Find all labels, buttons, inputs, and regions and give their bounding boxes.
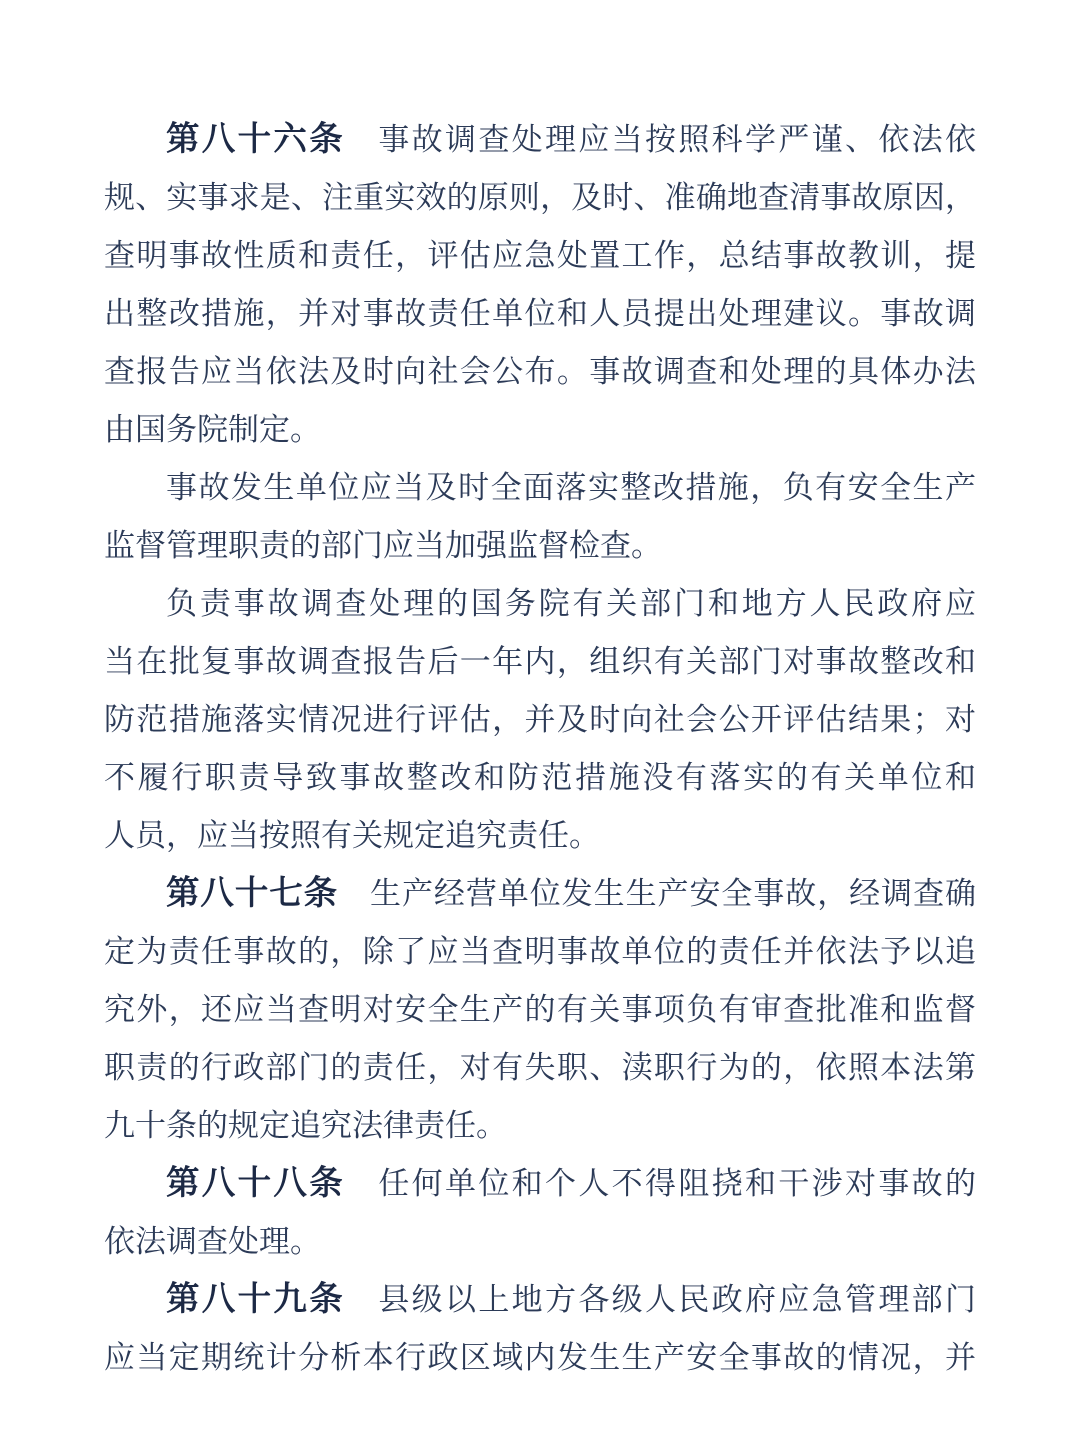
- line-text: 九十条的规定追究法律责任。: [104, 1108, 507, 1144]
- line-text: 负责事故调查处理的国务院有关部门和地方人民政府应: [166, 586, 976, 622]
- line-text: 由国务院制定。: [104, 412, 321, 448]
- line-text: 不履行职责导致事故整改和防范措施没有落实的有关单位和: [104, 760, 976, 796]
- article-86-paragraph-3: [104, 575, 976, 865]
- line-text: 查明事故性质和责任，评估应急处置工作，总结事故教训，提: [104, 238, 976, 274]
- article-86-paragraph-1: [104, 111, 976, 459]
- line-text: 当在批复事故调查报告后一年内，组织有关部门对事故整改和: [104, 644, 976, 680]
- text-line: [104, 575, 976, 633]
- article-number: 第八十九条: [166, 1281, 346, 1318]
- text-line: [104, 1271, 976, 1329]
- text-line: [104, 1039, 976, 1097]
- text-line: [104, 1329, 976, 1387]
- line-text: 事故调查处理应当按照科学严谨、依法依: [345, 122, 977, 158]
- text-line: [104, 343, 976, 401]
- line-text: 究外，还应当查明对安全生产的有关事项负有审查批准和监督: [104, 992, 976, 1028]
- article-number: 第八十八条: [166, 1165, 346, 1202]
- text-line: [104, 169, 976, 227]
- article-88-paragraph: [104, 1155, 976, 1271]
- text-line: [104, 1097, 976, 1155]
- text-line: [104, 227, 976, 285]
- text-line: [104, 1213, 976, 1271]
- line-text: 县级以上地方各级人民政府应急管理部门: [345, 1282, 977, 1318]
- text-line: [104, 1155, 976, 1213]
- text-line: [104, 401, 976, 459]
- text-line: [104, 981, 976, 1039]
- article-86-paragraph-2: [104, 459, 976, 575]
- text-line: [104, 923, 976, 981]
- line-text: 职责的行政部门的责任，对有失职、渎职行为的，依照本法第: [104, 1050, 976, 1086]
- text-line: [104, 807, 976, 865]
- line-text: 任何单位和个人不得阻挠和干涉对事故的: [345, 1166, 977, 1202]
- text-line: [104, 691, 976, 749]
- article-number: 第八十六条: [166, 121, 346, 158]
- line-text: 监督管理职责的部门应当加强监督检查。: [104, 528, 662, 564]
- line-text: 查报告应当依法及时向社会公布。事故调查和处理的具体办法: [104, 354, 976, 390]
- line-text: 规、实事求是、注重实效的原则，及时、准确地查清事故原因，: [104, 180, 976, 216]
- line-text: 出整改措施，并对事故责任单位和人员提出处理建议。事故调: [104, 296, 976, 332]
- line-text: 人员，应当按照有关规定追究责任。: [104, 818, 600, 854]
- article-89-paragraph: [104, 1271, 976, 1387]
- text-line: [104, 517, 976, 575]
- line-text: 定为责任事故的，除了应当查明事故单位的责任并依法予以追: [104, 934, 976, 970]
- line-text: 应当定期统计分析本行政区域内发生生产安全事故的情况，并: [104, 1340, 976, 1376]
- line-text: 防范措施落实情况进行评估，并及时向社会公开评估结果；对: [104, 702, 976, 738]
- article-87-paragraph: [104, 865, 976, 1155]
- line-text: 依法调查处理。: [104, 1224, 321, 1260]
- text-line: [104, 111, 976, 169]
- article-number: 第八十七条: [166, 875, 339, 912]
- text-line: [104, 749, 976, 807]
- text-line: [104, 459, 976, 517]
- text-line: [104, 865, 976, 923]
- text-line: [104, 285, 976, 343]
- text-line: [104, 633, 976, 691]
- line-text: 生产经营单位发生生产安全事故，经调查确: [338, 876, 977, 912]
- line-text: 事故发生单位应当及时全面落实整改措施，负有安全生产: [166, 470, 976, 506]
